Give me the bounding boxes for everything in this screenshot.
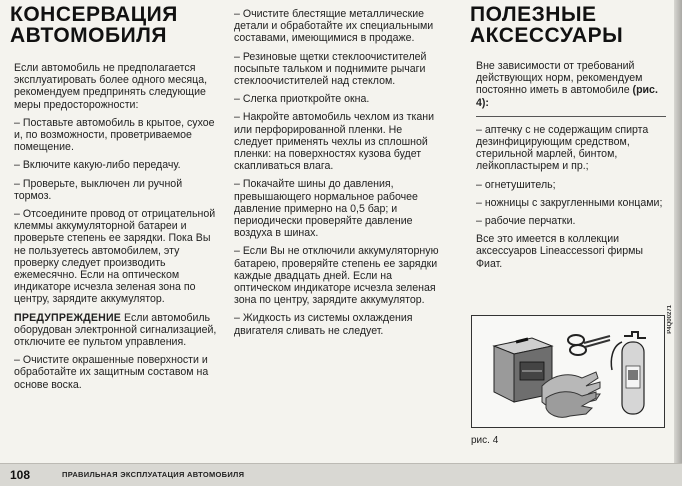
figure-reference: (рис. 4): bbox=[476, 84, 658, 109]
page-number: 108 bbox=[10, 468, 31, 482]
storage-paragraph: – Резиновые щетки стеклоочистителей посыпьте тальком и поднимите рычаги стеклоочистителей над стеклом. bbox=[234, 50, 427, 88]
accessories-body bbox=[470, 60, 672, 270]
column-storage bbox=[4, 4, 230, 397]
storage-paragraph: – Покачайте шины до давления, превышающего нормальное рабочее давление примерно на 0,5 бар; и периодически проверяйте давление воздуха в шинах. bbox=[234, 178, 418, 240]
storage-paragraph: – Поставьте автомобиль в крытое, сухое и, по возможности, проветриваемое помещение. bbox=[14, 116, 215, 154]
accessory-item: – рабочие перчатки. bbox=[476, 215, 576, 228]
warning-paragraph bbox=[14, 312, 222, 349]
storage-paragraph: – Проверьте, выключен ли ручной тормоз. bbox=[14, 177, 183, 202]
storage-paragraph: – Включите какую-либо передачу. bbox=[14, 159, 181, 172]
gloves-icon bbox=[542, 372, 600, 417]
accessories-outro: Все это имеется в коллекции аксессуаров Lineaccessori фирмы Фиат. bbox=[476, 233, 643, 270]
fire-extinguisher-icon bbox=[611, 332, 646, 414]
figure-accessories bbox=[471, 315, 665, 428]
storage-paragraph: – Если Вы не отключили аккумуляторную батарею, проверяйте степень ее зарядки каждые двадцать дней. Если на оптическом индикаторе исчезла зеленая зона по центру, зарядите аккумулятор. bbox=[234, 245, 439, 307]
storage-paragraph: Если автомобиль не предполагается эксплуатировать более одного месяца, рекомендуем предпринять следующие меры предосторожности: bbox=[14, 62, 208, 111]
storage-paragraph: – Отсоедините провод от отрицательной клеммы аккумуляторной батареи и проверьте степень ее зарядки. Пока Вы не пользуетесь автомобилем, эту проверку следует производить ежемесячно. Если на оптическом индикаторе исчезла зеленая зона по центру, зарядите аккумулятор. bbox=[14, 208, 216, 306]
divider bbox=[476, 116, 666, 117]
warning-text: Если автомобиль оборудован электронной сигнализацией, отключите ее пультом управления. bbox=[14, 311, 217, 349]
figure-code: P4Q00271 bbox=[667, 305, 673, 334]
heading-storage-line-1: КОНСЕРВАЦИЯ bbox=[10, 3, 178, 26]
heading-storage bbox=[10, 4, 230, 46]
accessory-item: – огнетушитель; bbox=[476, 178, 556, 191]
heading-accessories-line-1: ПОЛЕЗНЫЕ bbox=[470, 3, 597, 26]
heading-storage-line-2: АВТОМОБИЛЯ bbox=[10, 24, 168, 47]
footer-chapter-title: ПРАВИЛЬНАЯ ЭКСПЛУАТАЦИЯ АВТОМОБИЛЯ bbox=[62, 470, 245, 479]
storage-body bbox=[4, 62, 222, 391]
accessories-illustration bbox=[472, 316, 664, 427]
storage-paragraph: – Слегка приоткройте окна. bbox=[234, 93, 370, 106]
accessories-intro-text: Вне зависимости от требований действующих норм, рекомендуем постоянно иметь в автомобиле bbox=[476, 60, 643, 97]
storage-paragraph: – Жидкость из системы охлаждения двигателя сливать не следует. bbox=[234, 312, 413, 337]
accessories-intro bbox=[476, 60, 672, 109]
accessory-item: – ножницы с закругленными концами; bbox=[476, 196, 663, 209]
accessory-item: – аптечку с не содержащим спирта дезинфицирующим средством, стерильной марлей, бинтом, лейкопластырем и пр.; bbox=[476, 123, 649, 173]
storage-paragraph: – Очистите блестящие металлические детали и обработайте их специальными составами, имеющимися в продаже. bbox=[234, 8, 434, 45]
column-accessories bbox=[470, 4, 670, 276]
heading-accessories-line-2: АКСЕССУАРЫ bbox=[470, 24, 624, 47]
page-footer bbox=[0, 463, 682, 486]
figure-caption: рис. 4 bbox=[471, 435, 499, 446]
scissors-icon bbox=[568, 335, 610, 355]
storage-paragraph: – Накройте автомобиль чехлом из ткани или перфорированной пленки. Не следует применять чехлы из сплошной пленки: на поверхностях кузова будет скапливаться влага. bbox=[234, 111, 434, 173]
storage-paragraph: – Очистите окрашенные поверхности и обработайте их защитным составом на основе воска. bbox=[14, 354, 209, 391]
column-storage-continued bbox=[234, 8, 442, 343]
page-edge-shadow bbox=[674, 0, 682, 485]
warning-label: ПРЕДУПРЕЖДЕНИЕ bbox=[14, 311, 122, 324]
heading-accessories bbox=[470, 4, 670, 46]
storage-body-continued bbox=[234, 8, 442, 337]
